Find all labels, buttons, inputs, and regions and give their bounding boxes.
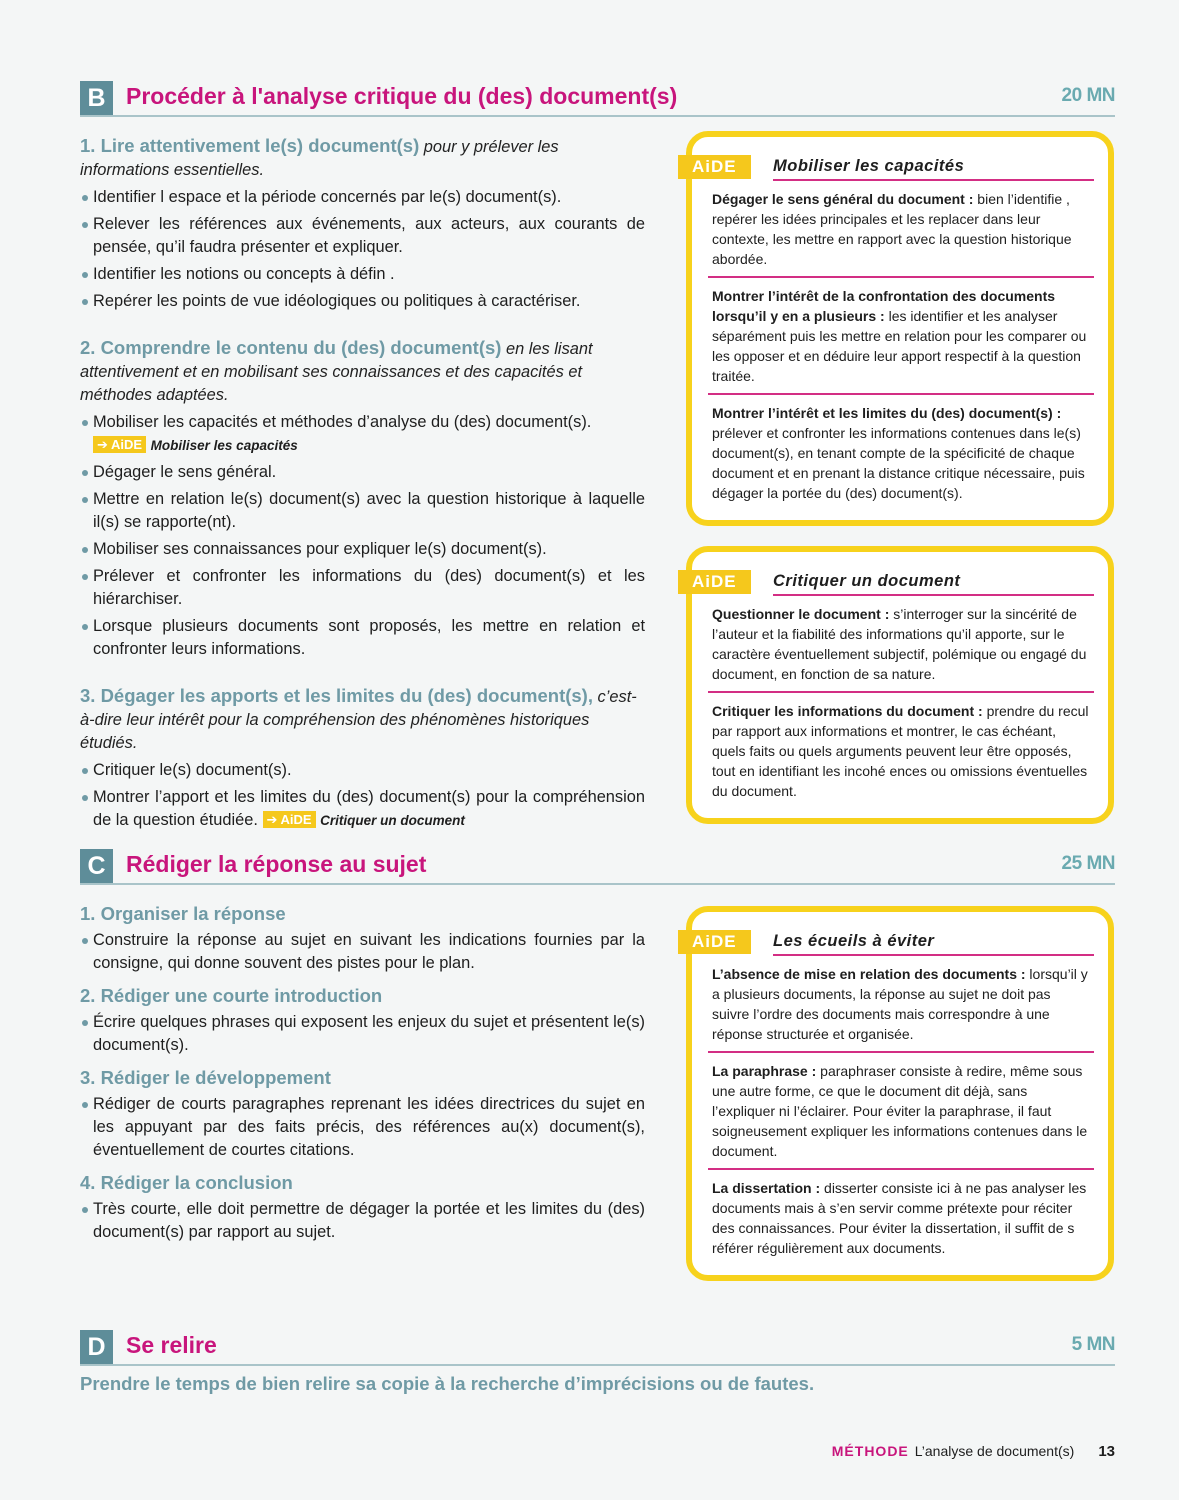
section-letter: B: [80, 81, 113, 115]
list-item: Écrire quelques phrases qui exposent les enjeux du sujet et présentent le(s) document(s).: [80, 1011, 645, 1057]
list-item: Relever les références aux événements, aux acteurs, aux courants de pensée, qu’il faudra présenter et expliquer.: [80, 213, 645, 259]
aide-badge: ➔ AiDE: [263, 811, 316, 828]
list-item: Mettre en relation le(s) document(s) avec la question historique à laquelle il(s) se rapporte(nt).: [80, 488, 645, 534]
aide-box-capacites: [686, 131, 1114, 526]
box-section-heading: Critiquer les informations du document :: [712, 703, 983, 719]
footer-label: MÉTHODE: [831, 1443, 909, 1459]
box-section: [708, 181, 1094, 278]
page-footer: [832, 1443, 1115, 1460]
list-item: Rédiger de courts paragraphes reprenant les idées directrices du sujet en les appuyant par des faits précis, des références au(x) document(s), éventuellement de courtes citations.: [80, 1093, 645, 1162]
list-item: [80, 411, 645, 457]
section-title: Rédiger la réponse au sujet: [126, 851, 427, 877]
section-title: Se relire: [126, 1332, 217, 1358]
footer-title: L’analyse de document(s): [914, 1443, 1075, 1459]
reread-instruction: Prendre le temps de bien relire sa copie à la recherche d’imprécisions ou de fautes.: [80, 1373, 815, 1394]
step-block: [80, 1067, 645, 1162]
step-block: [80, 135, 645, 313]
box-section: [708, 1053, 1094, 1170]
aide-box-ecueils: [686, 906, 1114, 1281]
list-item: Repérer les points de vue idéologiques ou politiques à caractériser.: [80, 290, 645, 313]
box-section-heading: Montrer l’intérêt et les limites du (des) document(s) :: [712, 405, 1062, 421]
box-section: [708, 693, 1094, 808]
section-b-header: [80, 81, 1115, 117]
aide-tag: AiDE: [678, 570, 751, 594]
list-item: Dégager le sens général.: [80, 461, 645, 484]
box-section-text: les identifier et les analyser séparément puis les mettre en relation pour les comparer ou les opposer et en déduire leur apport respectif à la question traitée.: [712, 308, 1087, 384]
section-c-steps: [80, 903, 645, 1248]
step-block: [80, 903, 645, 975]
aide-link[interactable]: Critiquer un document: [320, 813, 465, 828]
box-section: [708, 278, 1094, 395]
box-section-heading: Dégager le sens général du document :: [712, 191, 974, 207]
list-item: Très courte, elle doit permettre de dégager la portée et les limites du (des) document(s) par rapport au sujet.: [80, 1198, 645, 1244]
aide-badge: ➔ AiDE: [93, 436, 146, 453]
box-section-heading: Montrer l’intérêt de la confrontation des documents lorsqu’il y en a plusieurs :: [712, 288, 1056, 324]
step-block: [80, 1172, 645, 1244]
step-block: [80, 685, 645, 832]
list-item: Identifier l espace et la période concernés par le(s) document(s).: [80, 186, 645, 209]
box-section-text: disserter consiste ici à ne pas analyser les documents mais à s’en servir comme prétexte pour réciter des connaissances. Pour éviter la dissertation, il suffit de s référer régulièrement aux documents.: [712, 1180, 1087, 1256]
step-title: 4. Rédiger la conclusion: [80, 1172, 293, 1193]
box-section-heading: Questionner le document :: [712, 606, 890, 622]
section-b-steps: [80, 135, 645, 856]
list-item: Lorsque plusieurs documents sont proposés, les mettre en relation et confronter leurs informations.: [80, 615, 645, 661]
box-section: [708, 596, 1094, 693]
bullet-list: [80, 1093, 645, 1162]
list-item: Identifier les notions ou concepts à défin .: [80, 263, 645, 286]
section-letter: C: [80, 849, 113, 883]
box-section-text: s’interroger sur la sincérité de l’auteur et la fiabilité des informations qu’il apporte, sur le caractère éventuellement subjectif, polémique ou engagé du document, en fonction de sa nature.: [712, 606, 1087, 682]
section-title: Procéder à l'analyse critique du (des) document(s): [126, 83, 678, 109]
bullet-list: [80, 759, 645, 832]
aide-link[interactable]: Mobiliser les capacités: [150, 438, 298, 453]
box-title: Mobiliser les capacités: [773, 155, 1094, 181]
list-item: Construire la réponse au sujet en suivant les indications fournies par la consigne, qui donne souvent des pistes pour le plan.: [80, 929, 645, 975]
page-number: 13: [1098, 1443, 1115, 1460]
box-section-text: prélever et confronter les informations contenues dans le(s) document(s), en tenant compte de la spécificité de chaque document et en prenant la distance critique nécessaire, puis dégager la portée du (des) document(s).: [712, 425, 1085, 501]
list-item: [80, 786, 645, 832]
box-section-heading: La paraphrase :: [712, 1063, 817, 1079]
step-title: 1. Lire attentivement le(s) document(s): [80, 135, 420, 156]
section-duration: 5 MN: [1071, 1334, 1115, 1355]
aide-tag: AiDE: [678, 930, 751, 954]
bullet-list: [80, 929, 645, 975]
bullet-list: [80, 186, 645, 313]
list-item-text: Mobiliser les capacités et méthodes d’analyse du (des) document(s).: [93, 413, 592, 431]
step-title: 3. Dégager les apports et les limites du (des) document(s),: [80, 685, 593, 706]
box-section: [708, 395, 1094, 510]
step-title: 2. Comprendre le contenu du (des) document(s): [80, 337, 502, 358]
list-item: Mobiliser ses connaissances pour expliquer le(s) document(s).: [80, 538, 645, 561]
bullet-list: [80, 411, 645, 661]
step-block: [80, 985, 645, 1057]
box-section: [708, 1170, 1094, 1265]
step-title: 1. Organiser la réponse: [80, 903, 286, 924]
box-section-heading: La dissertation :: [712, 1180, 821, 1196]
list-item-text: Montrer l’apport et les limites du (des) document(s) pour la compréhension de la question étudiée.: [93, 788, 645, 829]
step-title: 3. Rédiger le développement: [80, 1067, 331, 1088]
step-intro: c’est-à-dire leur intérêt pour la compréhension des phénomènes historiques étudiés.: [80, 688, 637, 752]
box-section: [708, 956, 1094, 1053]
box-section-text: bien l’identifie , repérer les idées principales et les replacer dans leur contexte, les mettre en rapport avec la question historique abordée.: [712, 191, 1072, 267]
box-section-text: lorsqu’il y a plusieurs documents, la réponse au sujet ne doit pas suivre l’ordre des documents mais correspondre à une réponse structurée et organisée.: [712, 966, 1088, 1042]
step-intro: en les lisant attentivement et en mobilisant ses connaissances et des capacités et méthodes adaptées.: [80, 340, 593, 404]
step-title: 2. Rédiger une courte introduction: [80, 985, 383, 1006]
box-section-text: prendre du recul par rapport aux informations et montrer, le cas échéant, quels faits ou quels arguments peuvent leur être opposés, tout en identifiant les incohé ences ou omissions éventuelles du document.: [712, 703, 1089, 799]
section-duration: 20 MN: [1061, 85, 1115, 106]
bullet-list: [80, 1011, 645, 1057]
section-duration: 25 MN: [1061, 853, 1115, 874]
step-intro: pour y prélever les informations essentielles.: [80, 138, 559, 179]
list-item: Critiquer le(s) document(s).: [80, 759, 645, 782]
aide-tag: AiDE: [678, 155, 751, 179]
bullet-list: [80, 1198, 645, 1244]
box-title: Les écueils à éviter: [773, 930, 1094, 956]
section-d-header: [80, 1330, 1115, 1366]
section-letter: D: [80, 1330, 113, 1364]
box-section-heading: L’absence de mise en relation des documents :: [712, 966, 1026, 982]
box-section-text: paraphraser consiste à redire, même sous une autre forme, ce que le document dit déjà, sans l’expliquer ni l’éclairer. Pour éviter la paraphrase, il faut soigneusement expliquer les informations contenues dans le document.: [712, 1063, 1088, 1159]
list-item: Prélever et confronter les informations du (des) document(s) et les hiérarchiser.: [80, 565, 645, 611]
aide-box-critiquer: [686, 546, 1114, 824]
step-block: [80, 337, 645, 661]
box-title: Critiquer un document: [773, 570, 1094, 596]
section-c-header: [80, 849, 1115, 885]
